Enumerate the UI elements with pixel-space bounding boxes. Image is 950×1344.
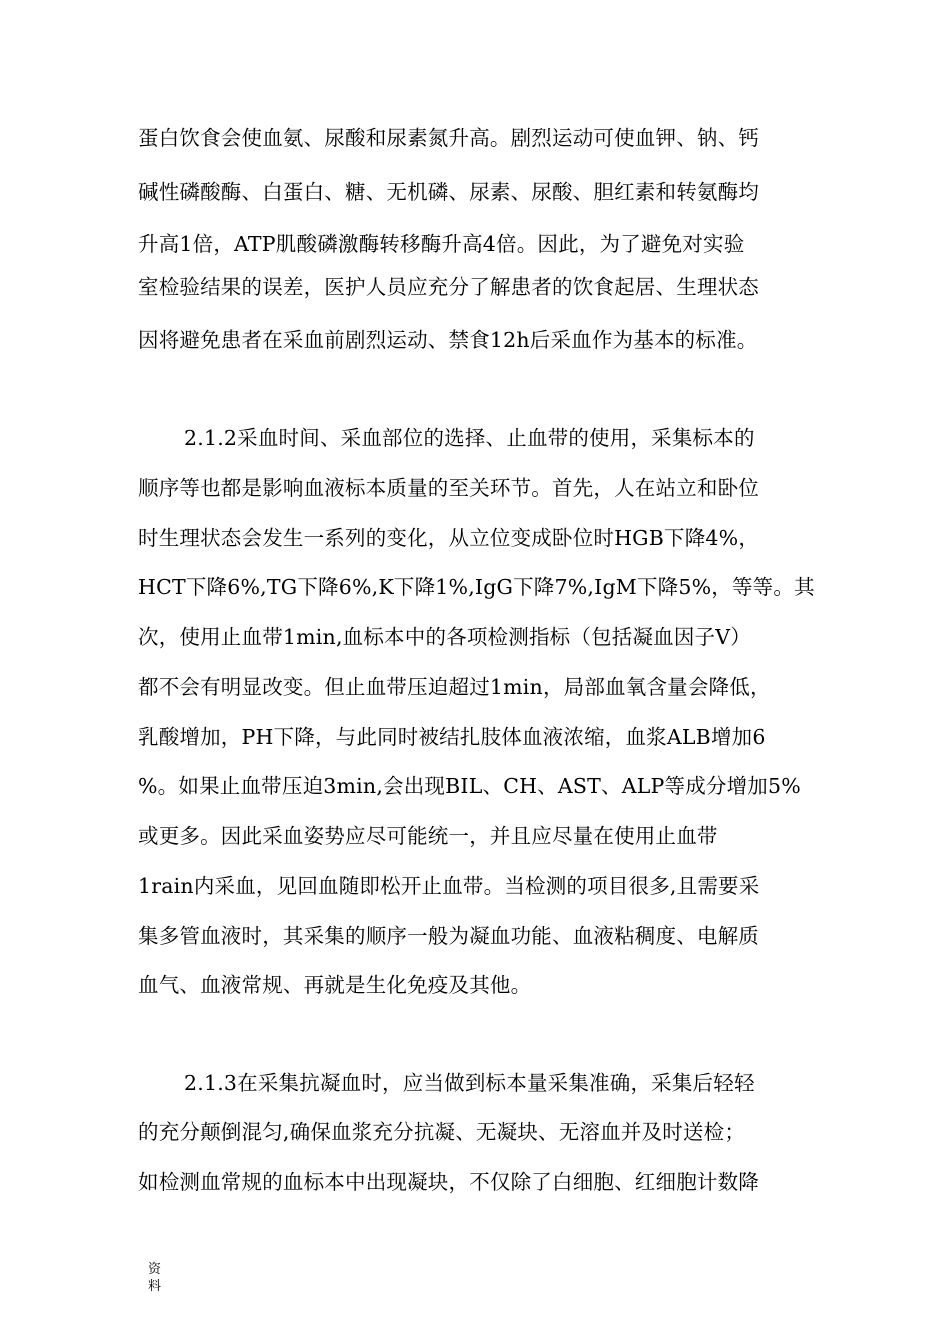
paragraph-2-line-5: 次，使用止血带1min,血标本中的各项检测指标（包括凝血因子V） [138,625,751,649]
footer-char-2: 料 [148,1279,162,1294]
paragraph-2-line-9: 或更多。因此采血姿势应尽可能统一，并且应尽量在使用止血带 [138,824,718,848]
paragraph-2-line-12: 血气、血液常规、再就是生化免疫及其他。 [138,973,532,997]
paragraph-2-line-7: 乳酸增加，PH下降，与此同时被结扎肢体血液浓缩，血浆ALB增加6 [138,725,766,749]
paragraph-2-line-10: 1rain内采血，见回血随即松开止血带。当检测的项目很多,且需要采 [138,874,760,898]
footer-char-1: 资 [148,1262,162,1277]
paragraph-1-line-2: 碱性磷酸酶、白蛋白、糖、无机磷、尿素、尿酸、胆红素和转氨酶均 [138,180,759,204]
paragraph-2-line-2: 顺序等也都是影响血液标本质量的至关环节。首先，人在站立和卧位 [138,476,759,500]
paragraph-1-line-3: 升高1倍，ATP肌酸磷激酶转移酶升高4倍。因此，为了避免对实验 [138,232,745,256]
paragraph-3-line-2: 的充分颠倒混匀,确保血浆充分抗凝、无凝块、无溶血并及时送检； [138,1120,746,1144]
paragraph-2-line-11: 集多管血液时，其采集的顺序一般为凝血功能、血液粘稠度、电解质 [138,924,759,948]
paragraph-3-line-1: 2.1.3在采集抗凝血时，应当做到标本量采集准确，采集后轻轻 [184,1071,755,1095]
paragraph-2-line-1: 2.1.2采血时间、采血部位的选择、止血带的使用，采集标本的 [184,426,755,450]
paragraph-1-line-4: 室检验结果的误差，医护人员应充分了解患者的饮食起居、生理状态 [138,275,759,299]
paragraph-2-line-3: 时生理状态会发生一系列的变化，从立位变成卧位时HGB下降4%， [138,526,760,550]
paragraph-1-line-5: 因将避免患者在采血前剧烈运动、禁食12h后采血作为基本的标准。 [138,328,758,352]
paragraph-2-line-6: 都不会有明显改变。但止血带压迫超过1min，局部血氧含量会降低， [138,675,771,699]
paragraph-2-line-4: HCT下降6%,TG下降6%,K下降1%,IgG下降7%,IgM下降5%，等等。其 [138,575,815,599]
paragraph-1-line-1: 蛋白饮食会使血氨、尿酸和尿素氮升高。剧烈运动可使血钾、钠、钙 [138,126,759,150]
paragraph-2-line-8: %。如果止血带压迫3min,会出现BIL、CH、AST、ALP等成分增加5% [138,774,801,798]
paragraph-3-line-3: 如检测血常规的血标本中出现凝块，不仅除了白细胞、红细胞计数降 [138,1170,759,1194]
